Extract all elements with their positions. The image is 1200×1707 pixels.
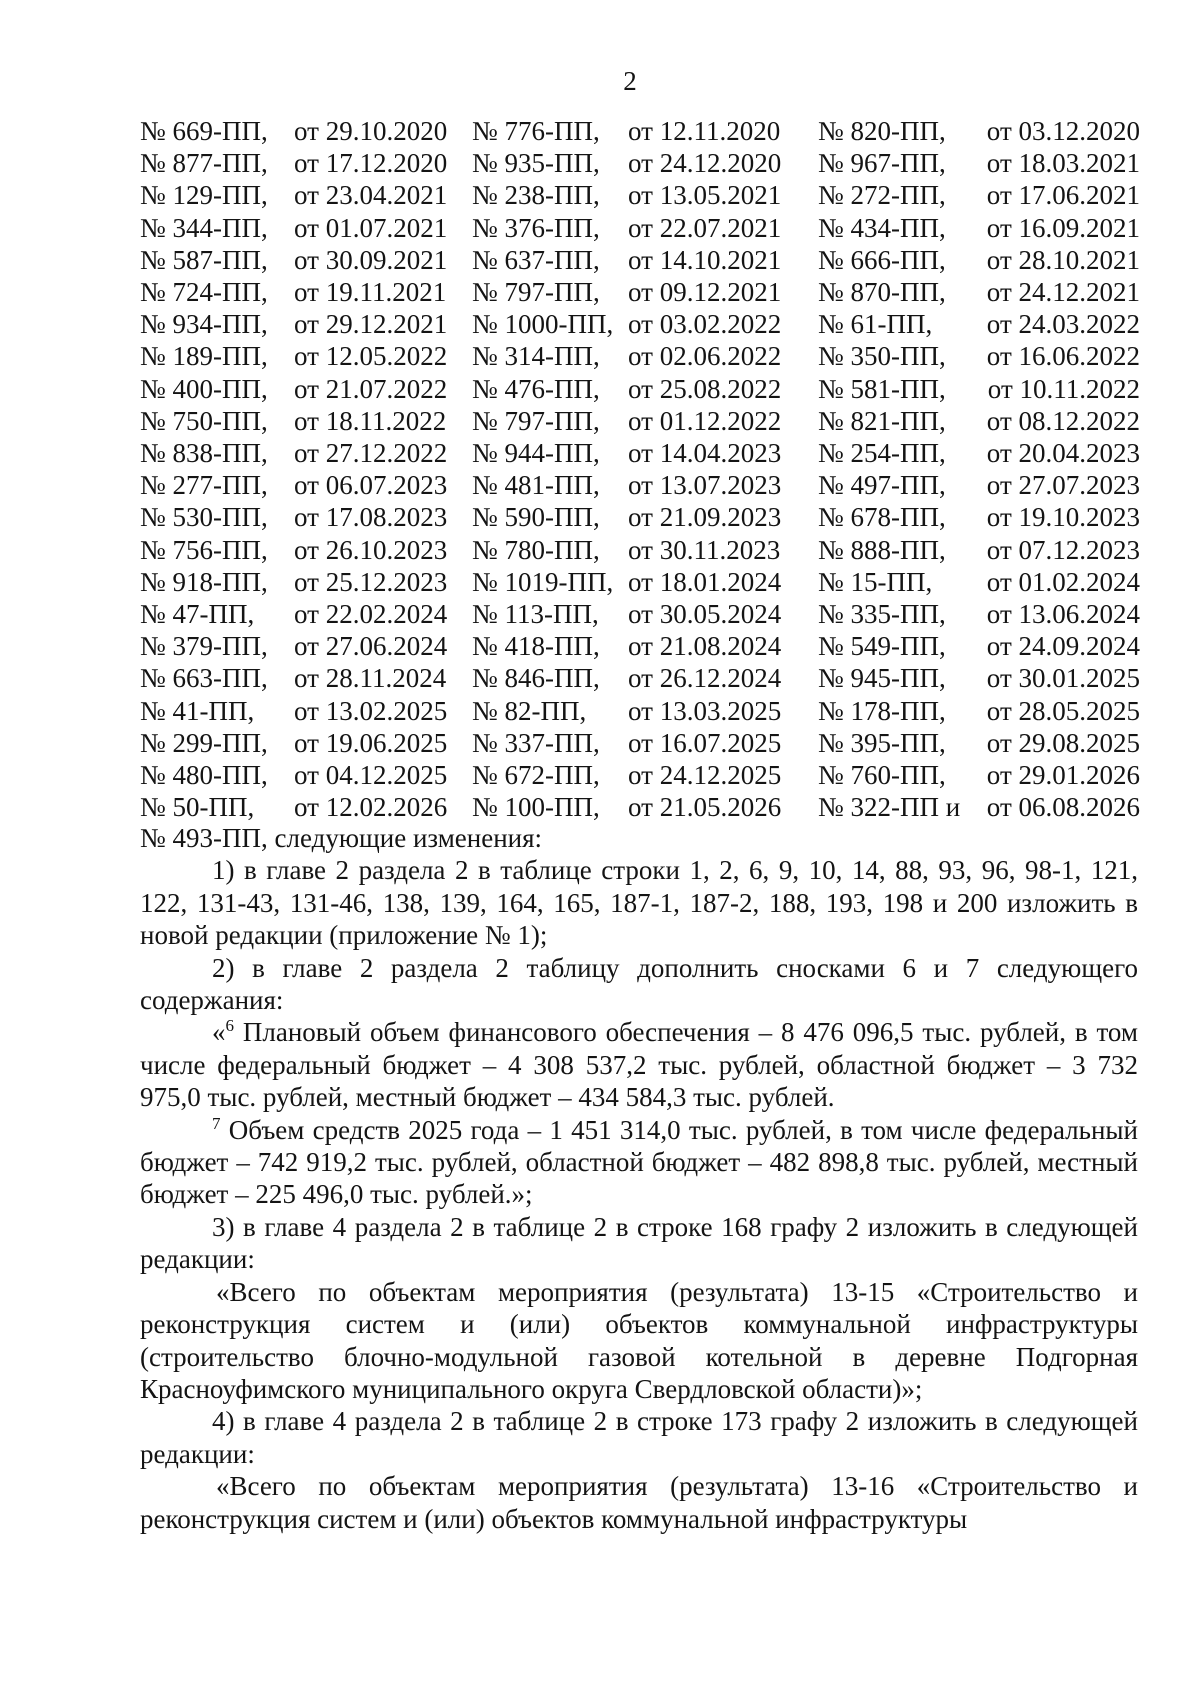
resolution-date: от 21.05.2026 — [628, 792, 782, 823]
reference-row — [140, 115, 1140, 147]
resolution-date: от 13.03.2025 — [628, 695, 782, 726]
resolution-number: № 314-ПП, — [472, 341, 600, 372]
resolution-number: № 178-ПП, — [818, 695, 946, 726]
resolution-number: № 418-ПП, — [472, 631, 600, 662]
resolution-date: от 23.04.2021 — [294, 180, 448, 211]
resolution-date: от 07.12.2023 — [986, 534, 1140, 565]
resolution-number: № 82-ПП, — [472, 695, 587, 726]
resolution-date: от 21.09.2023 — [628, 502, 782, 533]
resolution-date: от 29.12.2021 — [294, 309, 448, 340]
references-table — [140, 115, 1140, 823]
resolution-number: № 337-ПП, — [472, 727, 600, 758]
reference-row — [140, 373, 1140, 405]
resolution-date: от 13.02.2025 — [294, 695, 448, 726]
footnote-7-text: Объем средств 2025 года – 1 451 314,0 тыс. рублей, в том числе федеральный бюджет – 742 919,2 тыс. рублей, областной бюджет – 482 898,8 тыс. рублей, местный бюджет – 225 496,0 тыс. рублей.»; — [140, 1114, 1138, 1210]
amendment-item-1: 1) в главе 2 раздела 2 в таблице строки 1, 2, 6, 9, 10, 14, 88, 93, 96, 98-1, 121, 122, 131-43, 131-46, 138, 139, 164, 165, 187-1, 187-2, 188, 193, 198 и 200 изложить в новой редакции (приложение № 1); — [140, 855, 1138, 951]
resolution-date: от 21.08.2024 — [628, 631, 782, 662]
resolution-number: № 750-ПП, — [140, 405, 268, 436]
reference-row — [140, 791, 1140, 823]
resolution-number: № 663-ПП, — [140, 663, 268, 694]
resolution-number: № 50-ПП, — [140, 792, 255, 823]
resolution-number: № 476-ПП, — [472, 373, 600, 404]
resolution-date: от 18.01.2024 — [628, 566, 782, 597]
resolution-number: № 277-ПП, — [140, 470, 268, 501]
footnote-7-marker: 7 — [212, 1113, 221, 1133]
resolution-number: № 335-ПП, — [818, 599, 946, 630]
resolution-number: № 41-ПП, — [140, 695, 255, 726]
resolution-date: от 01.02.2024 — [986, 566, 1140, 597]
resolution-date: от 03.02.2022 — [628, 309, 782, 340]
resolution-date: от 26.10.2023 — [294, 534, 448, 565]
resolution-number: № 935-ПП, — [472, 148, 600, 179]
resolution-date: от 17.08.2023 — [294, 502, 448, 533]
resolution-number: № 877-ПП, — [140, 148, 268, 179]
reference-row — [140, 276, 1140, 308]
footnote-6-text: Плановый объем финансового обеспечения – 8 476 096,5 тыс. рублей, в том числе федеральный бюджет – 4 308 537,2 тыс. рублей, областной бюджет – 3 732 975,0 тыс. рублей, местный бюджет – 434 584,3 тыс. рублей. — [140, 1017, 1138, 1113]
resolution-date: от 29.01.2026 — [986, 760, 1140, 791]
resolution-date: от 27.06.2024 — [294, 631, 448, 662]
resolution-number: № 350-ПП, — [818, 341, 946, 372]
resolution-date: от 14.04.2023 — [628, 438, 782, 469]
resolution-number: № 945-ПП, — [818, 663, 946, 694]
resolution-date: от 21.07.2022 — [294, 373, 448, 404]
resolution-number: № 780-ПП, — [472, 534, 600, 565]
resolution-number: № 395-ПП, — [818, 727, 946, 758]
resolution-date: от 22.07.2021 — [628, 212, 782, 243]
reference-row — [140, 662, 1140, 694]
resolution-date: от 27.12.2022 — [294, 438, 448, 469]
resolution-number: № 590-ПП, — [472, 502, 600, 533]
reference-row — [140, 469, 1140, 501]
reference-row — [140, 405, 1140, 437]
resolution-date: от 06.08.2026 — [986, 792, 1140, 823]
quoted-text-4: «Всего по объектам мероприятия (результата) 13-16 «Строительство и реконструкция систем и (или) объектов коммунальной инфраструктуры — [140, 1471, 1138, 1534]
resolution-date: от 13.05.2021 — [628, 180, 782, 211]
resolution-number: № 299-ПП, — [140, 727, 268, 758]
resolution-date: от 30.09.2021 — [294, 244, 448, 275]
resolution-date: от 12.11.2020 — [628, 116, 781, 146]
resolution-number: № 189-ПП, — [140, 341, 268, 372]
resolution-number: № 238-ПП, — [472, 180, 600, 211]
resolution-number: № 530-ПП, — [140, 502, 268, 533]
resolution-number: № 797-ПП, — [472, 405, 600, 436]
quoted-text-3: «Всего по объектам мероприятия (результата) 13-15 «Строительство и реконструкция систем и (или) объектов коммунальной инфраструктуры (строительство блочно-модульной газовой котельной в деревне Подгорная Красноуфимского муниципального округа Свердловской области)»; — [140, 1276, 1138, 1404]
resolution-date: от 25.12.2023 — [294, 566, 448, 597]
reference-row — [140, 147, 1140, 179]
resolution-number: № 797-ПП, — [472, 277, 600, 308]
resolution-date: от 19.06.2025 — [294, 727, 448, 758]
resolution-number: № 113-ПП, — [472, 599, 599, 630]
reference-row — [140, 179, 1140, 211]
resolution-number: № 760-ПП, — [818, 760, 946, 791]
resolution-number: № 669-ПП, — [140, 116, 268, 146]
resolution-number: № 756-ПП, — [140, 534, 268, 565]
resolution-number: № 15-ПП, — [818, 566, 933, 597]
footnote-6 — [140, 1016, 1138, 1113]
resolution-number: № 934-ПП, — [140, 309, 268, 340]
resolution-date: от 24.09.2024 — [986, 631, 1140, 662]
reference-row — [140, 534, 1140, 566]
resolution-date: от 08.12.2022 — [986, 405, 1140, 436]
resolution-date: от 02.06.2022 — [628, 341, 782, 372]
resolution-number: № 820-ПП, — [818, 116, 946, 146]
resolution-date: от 28.05.2025 — [986, 695, 1140, 726]
open-quote: « — [212, 1017, 226, 1048]
resolution-date: от 12.02.2026 — [294, 792, 448, 823]
resolution-date: от 12.05.2022 — [294, 341, 448, 372]
resolution-date: от 24.12.2020 — [628, 148, 782, 179]
resolution-date: от 20.04.2023 — [986, 438, 1140, 469]
resolution-number: № 967-ПП, — [818, 148, 946, 179]
resolution-date: от 10.11.2022 — [987, 373, 1140, 404]
resolution-number: № 944-ПП, — [472, 438, 600, 469]
resolution-number: № 47-ПП, — [140, 599, 255, 630]
footnote-6-marker: 6 — [225, 1016, 234, 1036]
resolution-number: № 344-ПП, — [140, 212, 268, 243]
resolution-number: № 776-ПП, — [472, 116, 600, 146]
resolution-number: № 400-ПП, — [140, 373, 268, 404]
reference-row — [140, 308, 1140, 340]
resolution-number: № 724-ПП, — [140, 277, 268, 308]
resolution-date: от 01.07.2021 — [294, 212, 448, 243]
resolution-number: № 678-ПП, — [818, 502, 946, 533]
resolution-date: от 13.07.2023 — [628, 470, 782, 501]
reference-row — [140, 630, 1140, 662]
resolution-date: от 01.12.2022 — [628, 405, 782, 436]
reference-row — [140, 695, 1140, 727]
resolution-number: № 918-ПП, — [140, 566, 268, 597]
resolution-number: № 870-ПП, — [818, 277, 946, 308]
resolution-date: от 19.10.2023 — [986, 502, 1140, 533]
resolution-date: от 24.12.2021 — [986, 277, 1140, 308]
amendment-item-4: 4) в главе 4 раздела 2 в таблице 2 в строке 173 графу 2 изложить в следующей редакции: — [140, 1406, 1138, 1469]
resolution-number: № 549-ПП, — [818, 631, 946, 662]
resolution-number: № 129-ПП, — [140, 180, 268, 211]
resolution-number: № 838-ПП, — [140, 438, 268, 469]
resolution-date: от 26.12.2024 — [628, 663, 782, 694]
reference-row — [140, 501, 1140, 533]
reference-row — [140, 212, 1140, 244]
resolution-date: от 16.06.2022 — [986, 341, 1140, 372]
resolution-number: № 480-ПП, — [140, 760, 268, 791]
reference-row — [140, 437, 1140, 469]
resolution-date: от 17.12.2020 — [294, 148, 448, 179]
resolution-number: № 672-ПП, — [472, 760, 600, 791]
resolution-date: от 24.12.2025 — [628, 760, 782, 791]
resolution-number: № 434-ПП, — [818, 212, 946, 243]
reference-row — [140, 340, 1140, 372]
resolution-date: от 18.03.2021 — [986, 148, 1140, 179]
reference-row — [140, 244, 1140, 276]
resolution-date: от 19.11.2021 — [294, 277, 447, 308]
resolution-number: № 637-ПП, — [472, 244, 600, 275]
resolution-date: от 27.07.2023 — [986, 470, 1140, 501]
reference-row — [140, 598, 1140, 630]
resolution-date: от 30.01.2025 — [986, 663, 1140, 694]
resolution-date: от 28.11.2024 — [294, 663, 447, 694]
resolution-number: № 100-ПП, — [472, 792, 600, 823]
resolution-date: от 29.08.2025 — [986, 727, 1140, 758]
resolution-number: № 587-ПП, — [140, 244, 268, 275]
resolution-number: № 497-ПП, — [818, 470, 946, 501]
resolution-date: от 18.11.2022 — [294, 405, 447, 436]
resolution-number: № 1019-ПП, — [472, 566, 614, 597]
resolution-number: № 61-ПП, — [818, 309, 933, 340]
resolution-number: № 379-ПП, — [140, 631, 268, 662]
document-body — [140, 822, 1138, 1535]
resolution-date: от 24.03.2022 — [986, 309, 1140, 340]
resolution-number: № 272-ПП, — [818, 180, 946, 211]
resolution-number: № 322-ПП и — [818, 792, 961, 823]
amendment-item-3: 3) в главе 4 раздела 2 в таблице 2 в строке 168 графу 2 изложить в следующей редакции: — [140, 1211, 1138, 1275]
resolution-date: от 06.07.2023 — [294, 470, 448, 501]
resolution-number: № 254-ПП, — [818, 438, 946, 469]
resolution-date: от 16.09.2021 — [986, 212, 1140, 243]
resolution-date: от 22.02.2024 — [294, 599, 448, 630]
resolution-number: № 888-ПП, — [818, 534, 946, 565]
resolution-date: от 16.07.2025 — [628, 727, 782, 758]
resolution-date: от 29.10.2020 — [294, 116, 448, 146]
resolution-number: № 1000-ПП, — [472, 309, 614, 340]
resolution-date: от 17.06.2021 — [986, 180, 1140, 211]
resolution-date: от 04.12.2025 — [294, 760, 448, 791]
reference-row — [140, 759, 1140, 791]
resolution-date: от 09.12.2021 — [628, 277, 782, 308]
resolution-date: от 30.05.2024 — [628, 599, 782, 630]
resolution-number: № 581-ПП, — [818, 373, 946, 404]
resolution-date: от 03.12.2020 — [986, 116, 1140, 146]
resolution-number: № 666-ПП, — [818, 244, 946, 275]
resolution-date: от 14.10.2021 — [628, 244, 782, 275]
resolution-number: № 481-ПП, — [472, 470, 600, 501]
resolution-date: от 25.08.2022 — [628, 373, 782, 404]
resolution-number: № 821-ПП, — [818, 405, 946, 436]
resolution-date: от 30.11.2023 — [628, 534, 781, 565]
footnote-7 — [140, 1114, 1138, 1211]
reference-row — [140, 566, 1140, 598]
resolution-number: № 376-ПП, — [472, 212, 600, 243]
intro-line: № 493-ПП, следующие изменения: — [140, 823, 543, 853]
resolution-number: № 846-ПП, — [472, 663, 600, 694]
resolution-date: от 28.10.2021 — [986, 244, 1140, 275]
page-number: 2 — [623, 66, 637, 96]
amendment-item-2: 2) в главе 2 раздела 2 таблицу дополнить сносками 6 и 7 следующего содержания: — [140, 952, 1138, 1016]
reference-row — [140, 727, 1140, 759]
resolution-date: от 13.06.2024 — [986, 599, 1140, 630]
